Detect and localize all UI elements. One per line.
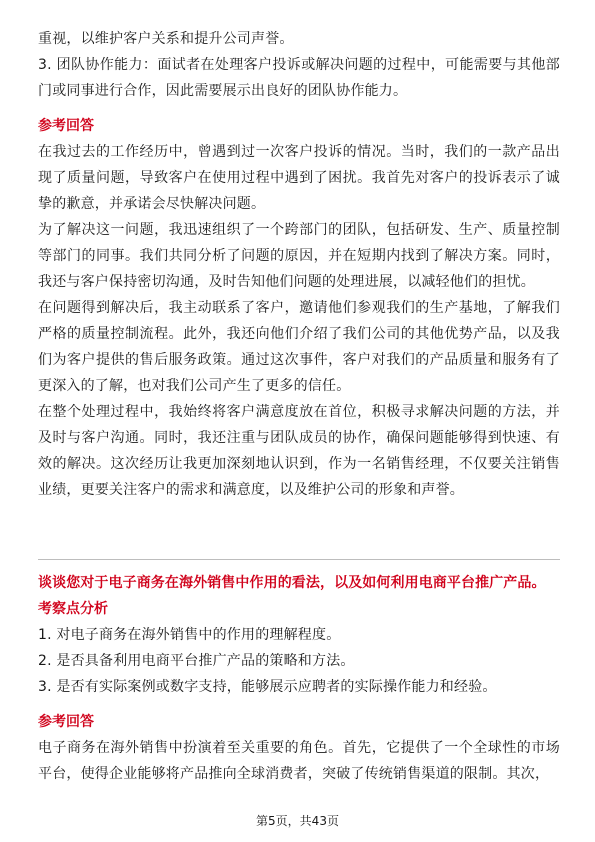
reference-answer-heading-2: 参考回答 (38, 714, 94, 730)
page-footer: 第5页，共43页 (256, 814, 339, 828)
question-title: 谈谈您对于电子商务在海外销售中作用的看法，以及如何利用电商平台推广产品。 (38, 575, 546, 591)
answer-paragraph-3: 在问题得到解决后，我主动联系了客户，邀请他们参观我们的生产基地，了解我们严格的质量控制流程。此外，我还向他们介绍了我们公司的其他优势产品，以及我们为客户提供的售后服务政策。通过这次事件，客户对我们的产品质量和服务有了更深入的了解，也对我们公司产生了更多的信任。 (38, 300, 560, 394)
analysis-item-3: 3. 是否有实际案例或数字支持，能够展示应聘者的实际操作能力和经验。 (38, 679, 497, 695)
analysis-item-1: 1. 对电子商务在海外销售中的作用的理解程度。 (38, 627, 341, 643)
answer-paragraph-4: 在整个处理过程中，我始终将客户满意度放在首位，积极寻求解决问题的方法，并及时与客户沟通。同时，我还注重与团队成员的协作，确保问题能够得到快速、有效的解决。这次经历让我更加深刻地认识到，作为一名销售经理，不仅要关注销售业绩，更要关注客户的需求和满意度，以及维护公司的形象和声誉。 (38, 404, 560, 498)
assessment-point-3: 3. 团队协作能力：面试者在处理客户投诉或解决问题的过程中，可能需要与其他部门或同事进行合作，因此需要展示出良好的团队协作能力。 (38, 57, 560, 99)
answer-paragraph-2: 为了解决这一问题，我迅速组织了一个跨部门的团队，包括研发、生产、质量控制等部门的同事。我们共同分析了问题的原因，并在短期内找到了解决方案。同时，我还与客户保持密切沟通，及时告知他们问题的处理进展，以减轻他们的担忧。 (38, 222, 560, 290)
answer-paragraph-1: 在我过去的工作经历中，曾遇到过一次客户投诉的情况。当时，我们的一款产品出现了质量问题，导致客户在使用过程中遇到了困扰。我首先对客户的投诉表示了诚挚的歉意，并承诺会尽快解决问题。 (38, 144, 560, 212)
reference-answer-heading: 参考回答 (38, 118, 94, 134)
section-divider (38, 559, 560, 560)
answer2-paragraph-1: 电子商务在海外销售中扮演着至关重要的角色。首先，它提供了一个全球性的市场平台，使得企业能够将产品推向全球消费者，突破了传统销售渠道的限制。其次， (38, 740, 560, 782)
continued-text: 重视，以维护客户关系和提升公司声誉。 (38, 31, 294, 47)
analysis-item-2: 2. 是否具备利用电商平台推广产品的策略和方法。 (38, 653, 355, 669)
question-section (38, 570, 560, 787)
page-content (38, 26, 560, 503)
analysis-heading: 考察点分析 (38, 601, 108, 617)
